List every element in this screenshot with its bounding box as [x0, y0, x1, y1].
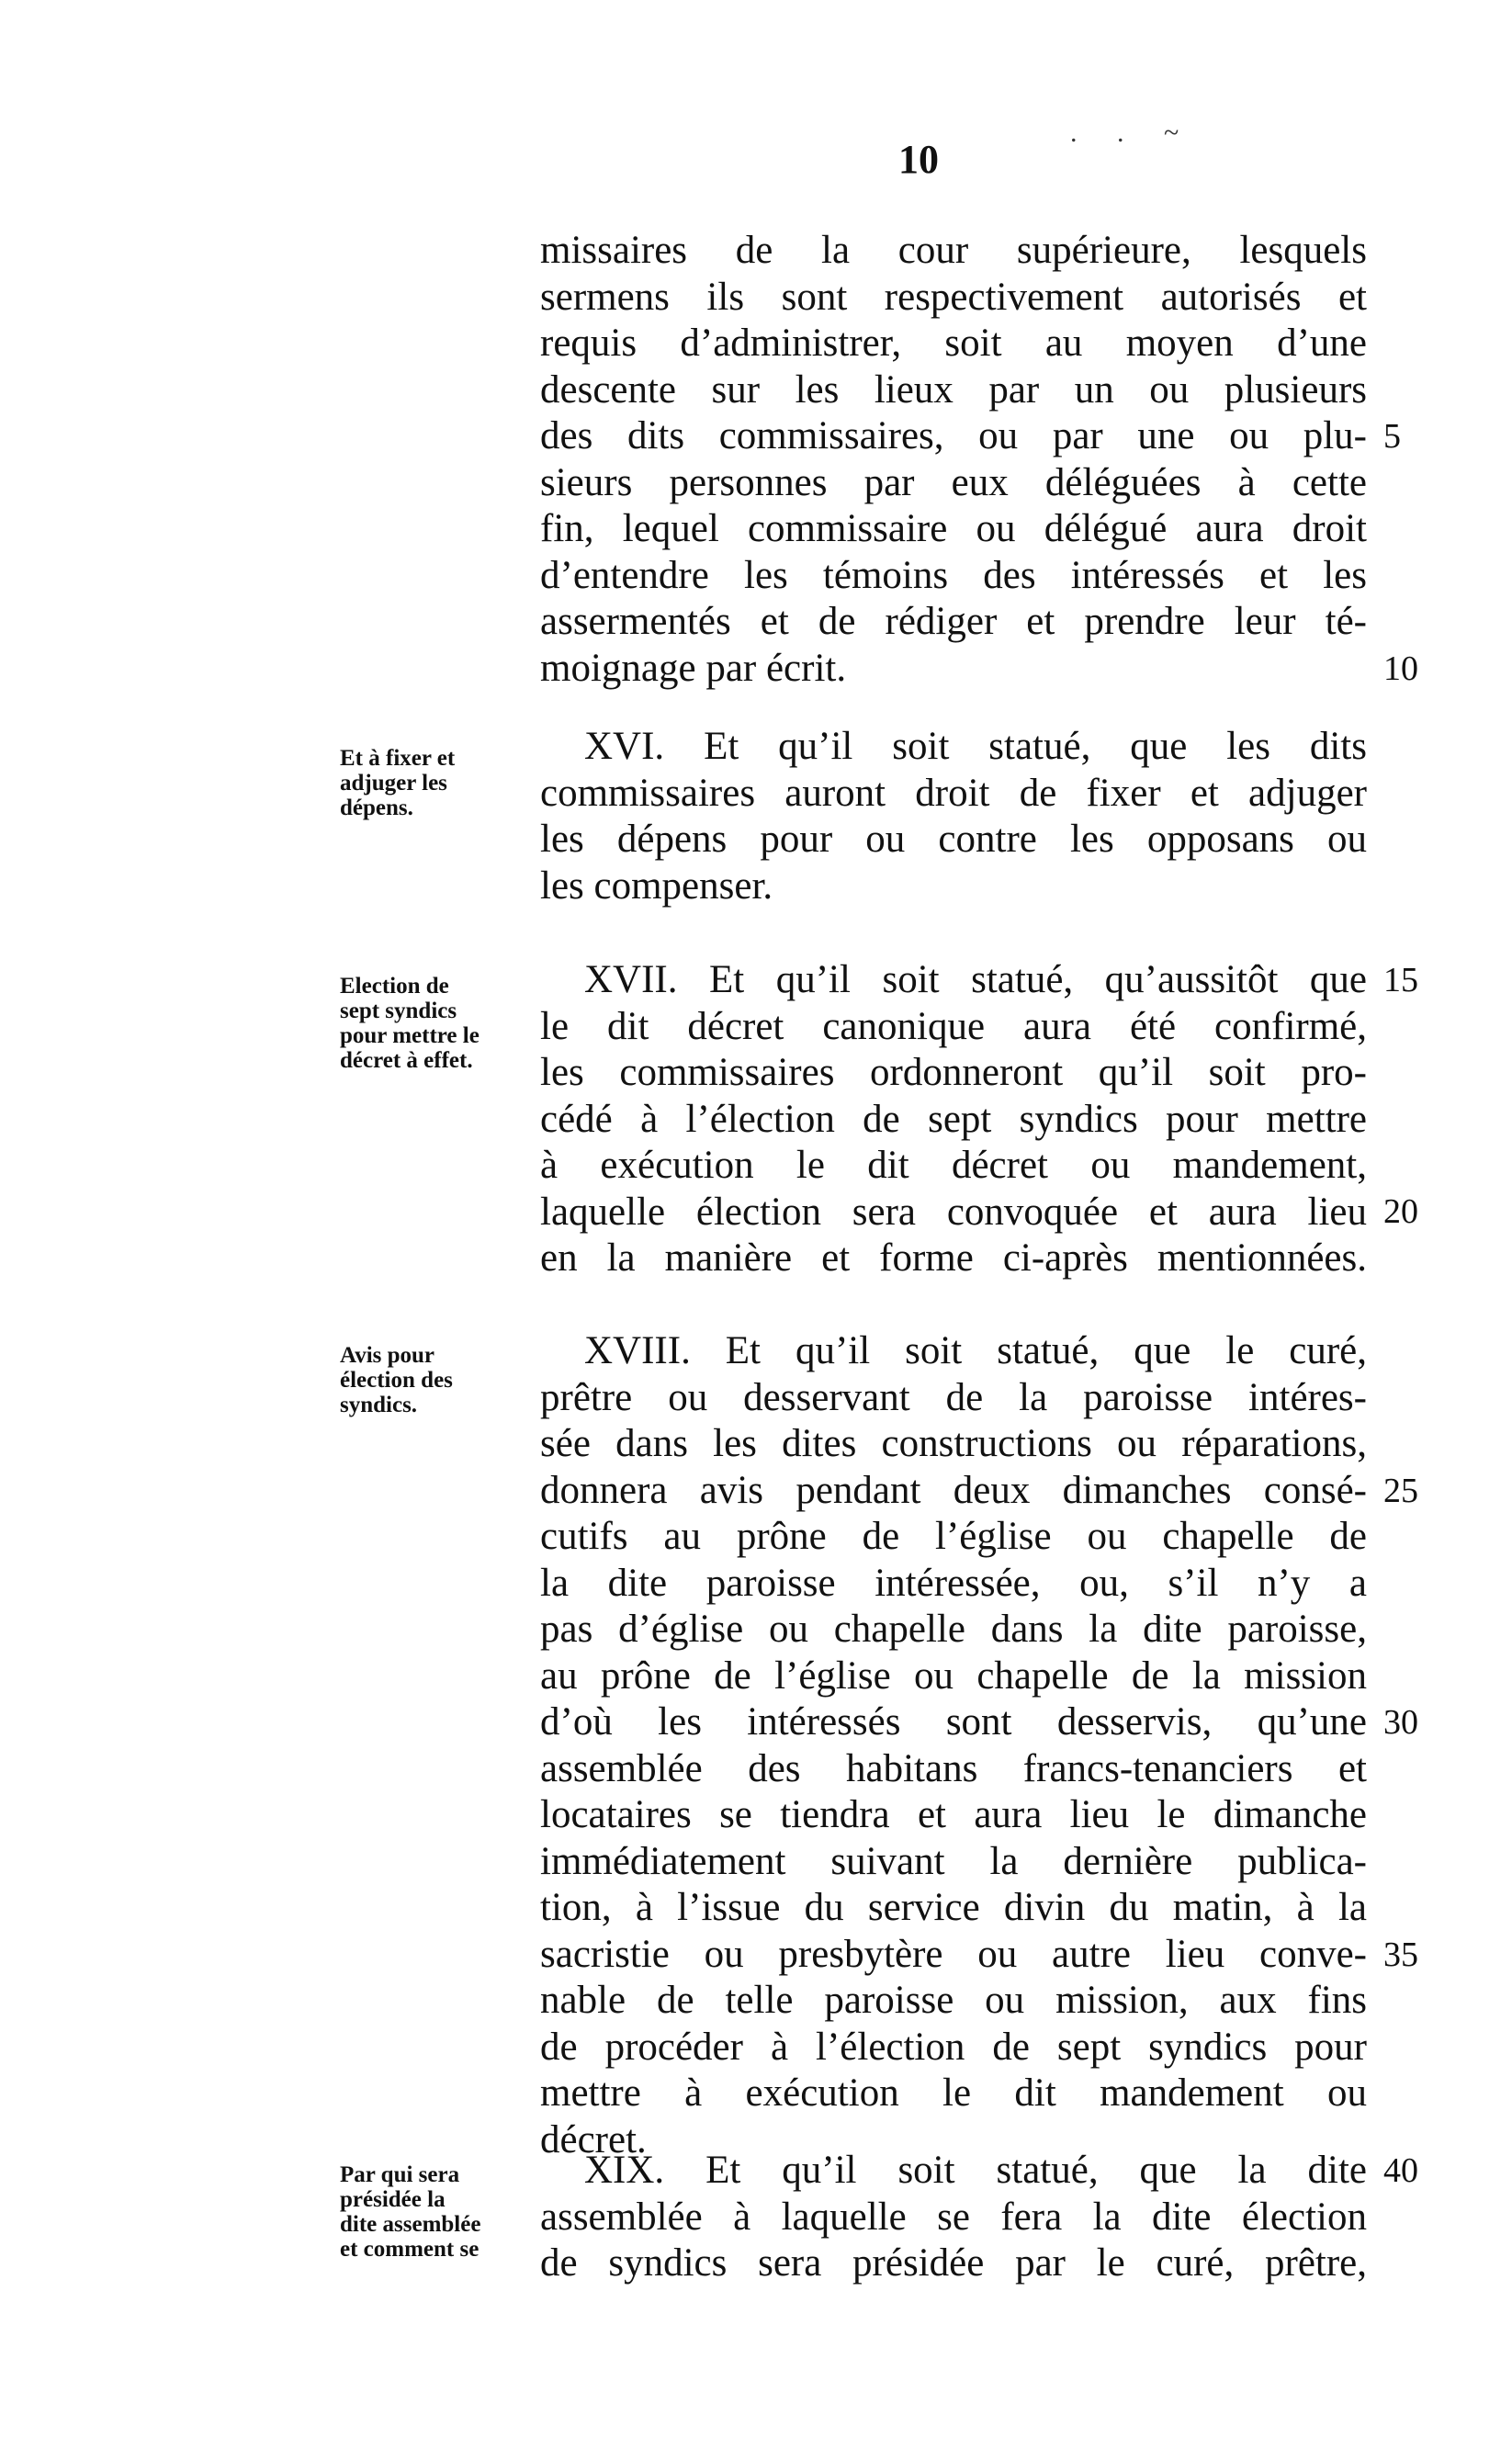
- margin-note-line: Par qui sera: [340, 2162, 460, 2187]
- page-number: 10: [898, 137, 939, 182]
- text-line: locataires se tiendra et aura lieu le dimanche: [540, 1793, 1367, 1836]
- text-line: moignage par écrit.: [540, 646, 847, 690]
- text-line: en la manière et forme ci-après mentionnées.: [540, 1236, 1367, 1280]
- text-line: missaires de la cour supérieure, lesquels: [540, 229, 1367, 272]
- text-line: de syndics sera présidée par le curé, prêtre,: [540, 2241, 1367, 2285]
- text-line: pas d’église ou chapelle dans la dite paroisse,: [540, 1608, 1367, 1651]
- text-line: mettre à exécution le dit mandement ou: [540, 2071, 1367, 2115]
- text-line: assemblée à laquelle se fera la dite élection: [540, 2195, 1367, 2239]
- margin-note-line: sept syndics: [340, 999, 457, 1023]
- text-line: les commissaires ordonneront qu’il soit pro-: [540, 1051, 1367, 1094]
- text-line: tion, à l’issue du service divin du matin, à la: [540, 1886, 1367, 1929]
- article-xviii: [540, 1328, 1367, 2163]
- text-line: les dépens pour ou contre les opposans ou: [540, 818, 1367, 861]
- text-line: sermens ils sont respectivement autorisés et: [540, 275, 1367, 319]
- text-line: la dite paroisse intéressée, ou, s’il n’y a: [540, 1561, 1367, 1605]
- text-line: nable de telle paroisse ou mission, aux fins: [540, 1979, 1367, 2022]
- text-line: donnera avis pendant deux dimanches consé-: [540, 1468, 1367, 1512]
- margin-note-line: dépens.: [340, 796, 413, 820]
- text-line: cédé à l’élection de sept syndics pour mettre: [540, 1097, 1367, 1141]
- margin-note-line: adjuger les: [340, 771, 447, 796]
- article-heading-line: XVI. Et qu’il soit statué, que les dits: [584, 725, 1367, 768]
- text-line: immédiatement suivant la dernière publica-: [540, 1839, 1367, 1883]
- margin-note-line: décret à effet.: [340, 1048, 473, 1073]
- text-line: requis d’administrer, soit au moyen d’une: [540, 322, 1367, 365]
- line-number-30: 30: [1383, 1703, 1418, 1742]
- margin-note-line: Et à fixer et: [340, 746, 456, 771]
- article-heading-line: XVIII. Et qu’il soit statué, que le curé,: [584, 1329, 1367, 1372]
- text-line: assermentés et de rédiger et prendre leur té-: [540, 600, 1367, 643]
- margin-note-line: élection des: [340, 1368, 453, 1393]
- article-xvii: [540, 957, 1367, 1282]
- text-line: descente sur les lieux par un ou plusieurs: [540, 367, 1367, 412]
- text-line: cutifs au prône de l’église ou chapelle de: [540, 1515, 1367, 1558]
- text-line: sée dans les dites constructions ou réparations,: [540, 1422, 1367, 1465]
- margin-note-line: dite assemblée: [340, 2212, 481, 2237]
- text-line: d’entendre les témoins des intéressés et les: [540, 553, 1367, 597]
- line-number-35: 35: [1383, 1936, 1418, 1974]
- margin-note-election: [340, 974, 514, 1073]
- margin-note-line: présidée la: [340, 2187, 446, 2212]
- margin-note-line: et comment se: [340, 2237, 480, 2262]
- line-number-20: 20: [1383, 1192, 1418, 1231]
- text-line: assemblée des habitans francs-tenanciers et: [540, 1746, 1367, 1790]
- article-heading-line: XVII. Et qu’il soit statué, qu’aussitôt que: [584, 958, 1367, 1001]
- text-line: prêtre ou desservant de la paroisse intéres-: [540, 1375, 1367, 1419]
- margin-note-line: Avis pour: [340, 1343, 435, 1368]
- text-line: d’où les intéressés sont desservis, qu’une: [540, 1700, 1367, 1744]
- margin-note-avis: [340, 1343, 514, 1417]
- line-number-15: 15: [1383, 961, 1418, 999]
- margin-note-line: Election de: [340, 974, 449, 999]
- line-number-40: 40: [1383, 2151, 1418, 2190]
- text-line: à exécution le dit décret ou mandement,: [540, 1144, 1367, 1187]
- article-xvi: [540, 724, 1367, 909]
- article-heading-line: XIX. Et qu’il soit statué, que la dite: [584, 2149, 1367, 2192]
- header-marks: . . ~: [1070, 118, 1196, 148]
- text-line: des dits commissaires, ou par une ou plu-: [540, 414, 1367, 457]
- text-line: les compenser.: [540, 863, 773, 908]
- line-number-5: 5: [1383, 417, 1401, 456]
- line-number-10: 10: [1383, 649, 1418, 688]
- margin-note-presidence: [340, 2162, 514, 2262]
- margin-note-depens: [340, 746, 514, 820]
- text-line: laquelle élection sera convoquée et aura lieu: [540, 1190, 1367, 1234]
- text-line: au prône de l’église ou chapelle de la mission: [540, 1653, 1367, 1698]
- text-line: décret.: [540, 2117, 647, 2161]
- article-xix: [540, 2148, 1367, 2287]
- line-number-25: 25: [1383, 1472, 1418, 1510]
- margin-note-line: syndics.: [340, 1393, 418, 1417]
- text-line: de procéder à l’élection de sept syndics pour: [540, 2025, 1367, 2069]
- margin-note-line: pour mettre le: [340, 1023, 480, 1048]
- continuation-paragraph: [540, 228, 1367, 692]
- text-line: sacristie ou presbytère ou autre lieu conve-: [540, 1932, 1367, 1976]
- text-line: commissaires auront droit de fixer et adjuger: [540, 771, 1367, 815]
- text-line: le dit décret canonique aura été confirmé,: [540, 1004, 1367, 1048]
- text-line: fin, lequel commissaire ou délégué aura droit: [540, 507, 1367, 550]
- text-line: sieurs personnes par eux déléguées à cette: [540, 460, 1367, 504]
